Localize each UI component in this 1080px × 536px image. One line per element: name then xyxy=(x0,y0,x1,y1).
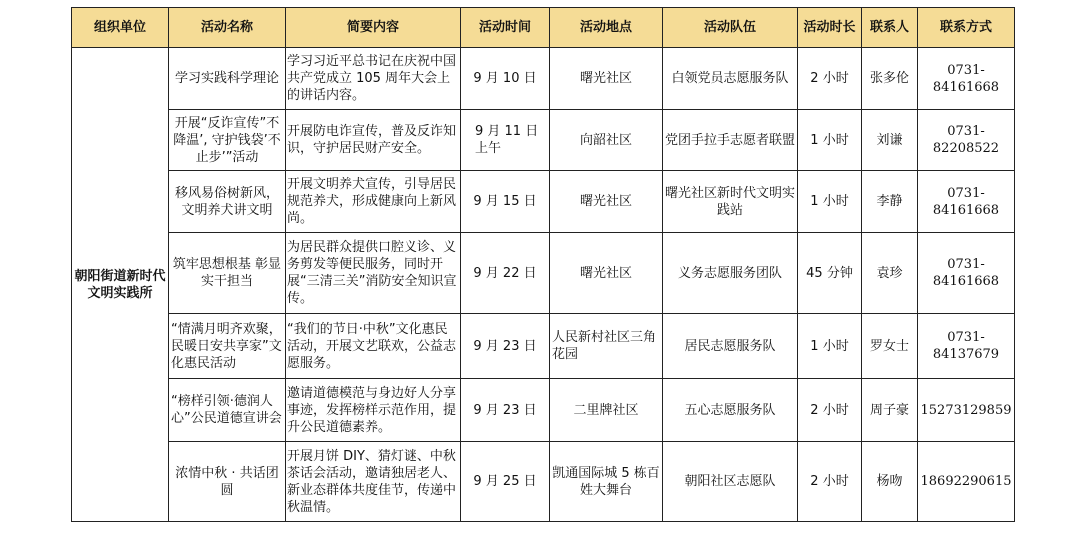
table-row xyxy=(72,110,1015,171)
header-content: 简要内容 xyxy=(286,8,461,48)
header-duration: 活动时长 xyxy=(798,8,862,48)
activity-time: 9 月 23 日 xyxy=(461,314,550,379)
activity-content: 开展防电诈宣传，普及反诈知识，守护居民财产安全。 xyxy=(286,110,461,171)
activity-team: 朝阳社区志愿队 xyxy=(663,442,798,522)
activity-team: 居民志愿服务队 xyxy=(663,314,798,379)
table-row xyxy=(72,171,1015,233)
activity-contact: 张多伦 xyxy=(862,48,918,110)
activity-schedule xyxy=(71,7,1015,522)
header-org: 组织单位 xyxy=(72,8,169,48)
table-row xyxy=(72,379,1015,442)
activity-team: 党团手拉手志愿者联盟 xyxy=(663,110,798,171)
activity-duration: 45 分钟 xyxy=(798,233,862,314)
table-row xyxy=(72,442,1015,522)
activity-table xyxy=(71,7,1015,522)
activity-contact: 罗女士 xyxy=(862,314,918,379)
activity-team: 义务志愿服务团队 xyxy=(663,233,798,314)
activity-time: 9 月 10 日 xyxy=(461,48,550,110)
activity-duration: 2 小时 xyxy=(798,379,862,442)
activity-duration: 1 小时 xyxy=(798,171,862,233)
activity-contact: 李静 xyxy=(862,171,918,233)
activity-name: 学习实践科学理论 xyxy=(169,48,286,110)
activity-place: 人民新村社区三角花园 xyxy=(550,314,663,379)
activity-phone: 0731-84161668 xyxy=(918,233,1015,314)
activity-content: “我们的节日·中秋”文化惠民活动，开展文艺联欢，公益志愿服务。 xyxy=(286,314,461,379)
activity-content: 邀请道德模范与身边好人分享事迹，发挥榜样示范作用，提升公民道德素养。 xyxy=(286,379,461,442)
activity-name: 筑牢思想根基 彰显实干担当 xyxy=(169,233,286,314)
activity-time: 9 月 25 日 xyxy=(461,442,550,522)
activity-duration: 1 小时 xyxy=(798,110,862,171)
activity-place: 曙光社区 xyxy=(550,171,663,233)
activity-phone: 0731-84137679 xyxy=(918,314,1015,379)
activity-team: 五心志愿服务队 xyxy=(663,379,798,442)
activity-time: 9 月 23 日 xyxy=(461,379,550,442)
table-row xyxy=(72,233,1015,314)
activity-duration: 1 小时 xyxy=(798,314,862,379)
activity-time: 9 月 15 日 xyxy=(461,171,550,233)
activity-name: 移风易俗树新风，文明养犬讲文明 xyxy=(169,171,286,233)
activity-content: 学习习近平总书记在庆祝中国共产党成立 105 周年大会上的讲话内容。 xyxy=(286,48,461,110)
activity-team: 曙光社区新时代文明实践站 xyxy=(663,171,798,233)
activity-place: 凯通国际城 5 栋百姓大舞台 xyxy=(550,442,663,522)
activity-content: 开展月饼 DIY、猜灯谜、中秋茶话会活动，邀请独居老人、新业态群体共度佳节，传递中秋温情。 xyxy=(286,442,461,522)
activity-phone: 0731-84161668 xyxy=(918,48,1015,110)
activity-time: 9 月 22 日 xyxy=(461,233,550,314)
activity-phone: 18692290615 xyxy=(918,442,1015,522)
activity-name: 开展“反诈宣传”不降温’, 守护钱袋’不止步’”活动 xyxy=(169,110,286,171)
activity-name: “榜样引领·德润人心”公民道德宣讲会 xyxy=(169,379,286,442)
activity-contact: 刘谦 xyxy=(862,110,918,171)
organization-cell: 朝阳街道新时代文明实践所 xyxy=(72,48,169,522)
activity-contact: 袁珍 xyxy=(862,233,918,314)
activity-team: 白领党员志愿服务队 xyxy=(663,48,798,110)
activity-duration: 2 小时 xyxy=(798,48,862,110)
activity-place: 曙光社区 xyxy=(550,48,663,110)
activity-content: 开展文明养犬宣传，引导居民规范养犬，形成健康向上新风尚。 xyxy=(286,171,461,233)
activity-time: 9 月 11 日上午 xyxy=(461,110,550,171)
table-row xyxy=(72,314,1015,379)
activity-phone: 0731-84161668 xyxy=(918,171,1015,233)
header-team: 活动队伍 xyxy=(663,8,798,48)
activity-place: 二里牌社区 xyxy=(550,379,663,442)
header-name: 活动名称 xyxy=(169,8,286,48)
activity-phone: 15273129859 xyxy=(918,379,1015,442)
table-row xyxy=(72,48,1015,110)
activity-duration: 2 小时 xyxy=(798,442,862,522)
header-phone: 联系方式 xyxy=(918,8,1015,48)
header-contact: 联系人 xyxy=(862,8,918,48)
activity-content: 为居民群众提供口腔义诊、义务剪发等便民服务，同时开展“三清三关”消防安全知识宣传。 xyxy=(286,233,461,314)
activity-name: 浓情中秋 · 共话团圆 xyxy=(169,442,286,522)
header-time: 活动时间 xyxy=(461,8,550,48)
activity-place: 向韶社区 xyxy=(550,110,663,171)
header-row xyxy=(72,8,1015,48)
activity-contact: 周子豪 xyxy=(862,379,918,442)
activity-place: 曙光社区 xyxy=(550,233,663,314)
activity-phone: 0731-82208522 xyxy=(918,110,1015,171)
header-place: 活动地点 xyxy=(550,8,663,48)
activity-contact: 杨吻 xyxy=(862,442,918,522)
activity-name: “情满月明齐欢聚，民暖日安共享家”文化惠民活动 xyxy=(169,314,286,379)
